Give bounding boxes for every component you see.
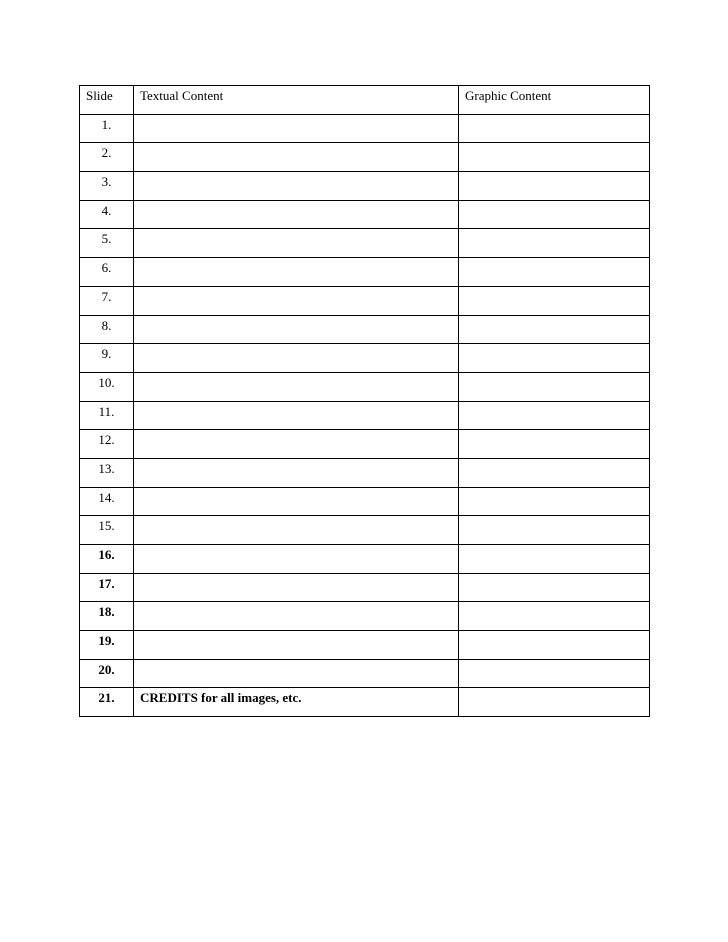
slide-number-cell: 5. (80, 229, 134, 258)
slide-number-cell: 7. (80, 286, 134, 315)
graphic-content-cell[interactable] (459, 659, 650, 688)
table-row (80, 229, 650, 258)
textual-content-cell[interactable] (134, 631, 459, 660)
textual-content-cell[interactable] (134, 545, 459, 574)
table-row (80, 286, 650, 315)
textual-content-cell[interactable] (134, 258, 459, 287)
graphic-content-cell[interactable] (459, 172, 650, 201)
graphic-content-cell[interactable] (459, 344, 650, 373)
slide-number-cell: 10. (80, 372, 134, 401)
graphic-content-cell[interactable] (459, 286, 650, 315)
graphic-content-cell[interactable] (459, 143, 650, 172)
table-row (80, 602, 650, 631)
table-row (80, 573, 650, 602)
slide-number-cell: 2. (80, 143, 134, 172)
table-row (80, 258, 650, 287)
graphic-content-column-header: Graphic Content (459, 86, 650, 115)
slide-number-cell: 15. (80, 516, 134, 545)
graphic-content-cell[interactable] (459, 315, 650, 344)
textual-content-cell[interactable] (134, 401, 459, 430)
table-row (80, 545, 650, 574)
graphic-content-cell[interactable] (459, 401, 650, 430)
slide-number-cell: 11. (80, 401, 134, 430)
graphic-content-cell[interactable] (459, 573, 650, 602)
textual-content-cell[interactable] (134, 372, 459, 401)
textual-content-cell[interactable] (134, 286, 459, 315)
textual-content-cell[interactable] (134, 458, 459, 487)
table-row (80, 344, 650, 373)
graphic-content-cell[interactable] (459, 200, 650, 229)
textual-content-cell[interactable] (134, 602, 459, 631)
textual-content-cell[interactable] (134, 487, 459, 516)
textual-content-cell[interactable] (134, 229, 459, 258)
textual-content-cell[interactable] (134, 516, 459, 545)
slide-number-cell: 9. (80, 344, 134, 373)
slide-number-cell: 16. (80, 545, 134, 574)
graphic-content-cell[interactable] (459, 372, 650, 401)
header-row (80, 86, 650, 115)
table-row (80, 372, 650, 401)
graphic-content-cell[interactable] (459, 602, 650, 631)
table-row (80, 631, 650, 660)
textual-content-cell[interactable] (134, 200, 459, 229)
table-row (80, 315, 650, 344)
slide-number-cell: 19. (80, 631, 134, 660)
table-row (80, 143, 650, 172)
textual-content-cell[interactable] (134, 573, 459, 602)
slide-number-cell: 4. (80, 200, 134, 229)
graphic-content-cell[interactable] (459, 688, 650, 717)
table-row (80, 688, 650, 717)
slide-number-cell: 20. (80, 659, 134, 688)
textual-content-cell[interactable] (134, 430, 459, 459)
graphic-content-cell[interactable] (459, 631, 650, 660)
textual-content-cell[interactable] (134, 172, 459, 201)
slide-number-cell: 21. (80, 688, 134, 717)
graphic-content-cell[interactable] (459, 258, 650, 287)
graphic-content-cell[interactable] (459, 430, 650, 459)
textual-content-cell[interactable] (134, 659, 459, 688)
table-row (80, 114, 650, 143)
slide-number-cell: 14. (80, 487, 134, 516)
slide-number-cell: 6. (80, 258, 134, 287)
slide-column-header: Slide (80, 86, 134, 115)
textual-content-column-header: Textual Content (134, 86, 459, 115)
textual-content-cell[interactable] (134, 315, 459, 344)
textual-content-cell[interactable]: CREDITS for all images, etc. (134, 688, 459, 717)
slide-number-cell: 13. (80, 458, 134, 487)
textual-content-cell[interactable] (134, 114, 459, 143)
table-row (80, 401, 650, 430)
slide-number-cell: 18. (80, 602, 134, 631)
slide-number-cell: 8. (80, 315, 134, 344)
table-row (80, 516, 650, 545)
graphic-content-cell[interactable] (459, 487, 650, 516)
table-row (80, 487, 650, 516)
storyboard-table (79, 85, 650, 717)
graphic-content-cell[interactable] (459, 114, 650, 143)
table-row (80, 659, 650, 688)
graphic-content-cell[interactable] (459, 229, 650, 258)
textual-content-cell[interactable] (134, 143, 459, 172)
graphic-content-cell[interactable] (459, 458, 650, 487)
table-row (80, 172, 650, 201)
slide-number-cell: 1. (80, 114, 134, 143)
graphic-content-cell[interactable] (459, 516, 650, 545)
table-row (80, 458, 650, 487)
slide-number-cell: 3. (80, 172, 134, 201)
table-row (80, 200, 650, 229)
slide-number-cell: 17. (80, 573, 134, 602)
table-row (80, 430, 650, 459)
textual-content-cell[interactable] (134, 344, 459, 373)
slide-number-cell: 12. (80, 430, 134, 459)
graphic-content-cell[interactable] (459, 545, 650, 574)
